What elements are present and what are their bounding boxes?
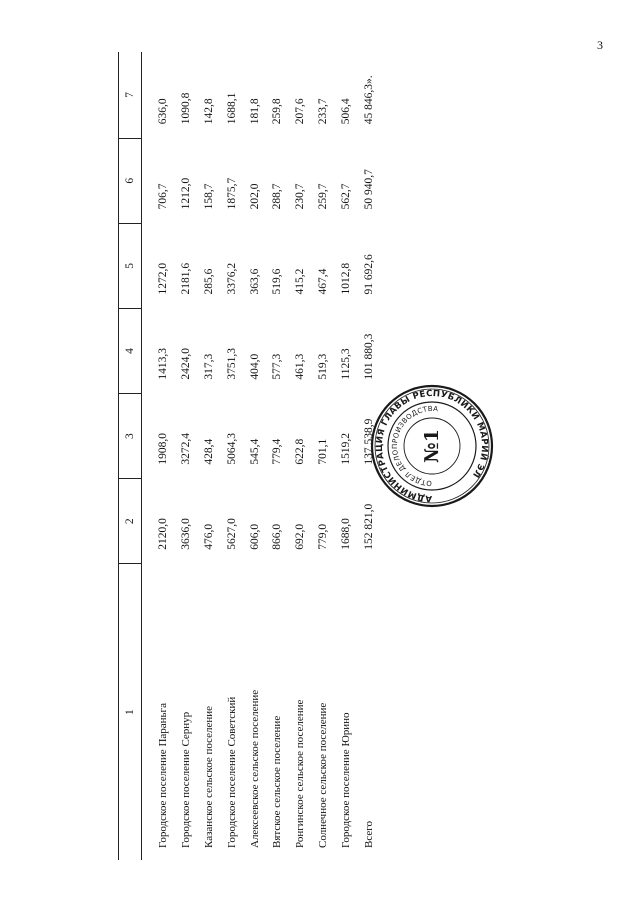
- column-header: 6: [119, 138, 142, 223]
- settlement-name: Алексеевское сельское поселение: [248, 689, 261, 848]
- table-cell-value: 545,4: [248, 438, 261, 465]
- settlement-name: Казанское сельское поселение: [202, 705, 215, 848]
- column-header: 1: [119, 564, 142, 860]
- table-cell-value: 461,3: [294, 353, 307, 380]
- table-cell-value: 506,4: [339, 98, 352, 125]
- column-header: 4: [119, 308, 142, 393]
- settlement-name: Городское поселение Параньга: [157, 703, 170, 848]
- table-cell-value: 1413,3: [157, 347, 170, 380]
- column-header: 2: [119, 479, 142, 564]
- table-cell-value: 701,1: [316, 438, 329, 465]
- table-cell-value: 288,7: [271, 183, 284, 210]
- table-row: [266, 52, 289, 860]
- table-cell-value: 101 880,3: [362, 333, 375, 380]
- seal-inner-text: ОТДЕЛ ДЕЛОПРОИЗВОДСТВА: [390, 404, 439, 488]
- table-cell-value: 233,7: [316, 98, 329, 125]
- settlement-name: Солнечное сельское поселение: [316, 702, 329, 848]
- table-cell-value: 91 692,6: [362, 254, 375, 295]
- seal-outer-text: АДМИНИСТРАЦИЯ ГЛАВЫ РЕСПУБЛИКИ МАРИЙ ЭЛ: [374, 388, 490, 504]
- table-cell-value: 152 821,0: [362, 503, 375, 550]
- table-cell-value: 706,7: [157, 183, 170, 210]
- table-cell-value: 1212,0: [180, 177, 193, 210]
- column-header: 5: [119, 223, 142, 308]
- table-cell-value: 1688,0: [339, 518, 352, 550]
- settlement-name: Ронгинское сельское поселение: [294, 699, 307, 848]
- page-number: 3: [597, 38, 603, 52]
- table-cell-value: 158,7: [202, 183, 215, 210]
- table-cell-value: 1272,0: [157, 262, 170, 295]
- table-cell-value: 1519,2: [339, 433, 352, 465]
- settlement-name: Городское поселение Советский: [225, 696, 238, 848]
- table-row: [175, 52, 198, 860]
- table-cell-value: 3376,2: [225, 262, 238, 295]
- table-cell-value: 779,4: [271, 438, 284, 465]
- table-cell-value: 50 940,7: [362, 169, 375, 210]
- table-cell-value: 636,0: [157, 98, 170, 125]
- table-body: [142, 52, 380, 860]
- table-row: [142, 52, 175, 860]
- table-cell-value: 1012,8: [339, 262, 352, 295]
- table-cell-value: 404,0: [248, 353, 261, 380]
- table-cell-value: 285,6: [202, 268, 215, 295]
- seal-number: №1: [421, 429, 443, 463]
- table-cell-value: 1090,8: [180, 92, 193, 125]
- table-cell-value: 562,7: [339, 183, 352, 210]
- table-cell-value: 137 538,9: [362, 418, 375, 465]
- table-cell-value: 606,0: [248, 523, 261, 550]
- table-cell-value: 577,3: [271, 353, 284, 380]
- table-cell-value: 3272,4: [180, 433, 193, 465]
- settlement-name: Вятское сельское поселение: [271, 715, 284, 848]
- table-cell-value: 519,3: [316, 353, 329, 380]
- table-cell-value: 476,0: [202, 523, 215, 550]
- table-cell-value: 259,7: [316, 183, 329, 210]
- table-cell-value: 5064,3: [225, 433, 238, 465]
- table-cell-value: 779,0: [316, 523, 329, 550]
- table-cell-value: 142,8: [202, 98, 215, 125]
- column-header: 3: [119, 394, 142, 479]
- table-cell-value: 45 846,3».: [362, 75, 375, 125]
- table-cell-value: 259,8: [271, 98, 284, 125]
- table-cell-value: 866,0: [271, 523, 284, 550]
- table-cell-value: 1875,7: [225, 177, 238, 210]
- table-cell-value: 3751,3: [225, 347, 238, 380]
- table-cell-value: 2181,6: [180, 262, 193, 295]
- table-cell-value: 415,2: [294, 268, 307, 295]
- table-cell-value: 692,0: [294, 523, 307, 550]
- table-cell-value: 230,7: [294, 183, 307, 210]
- table-row: [289, 52, 312, 860]
- header-row: [119, 52, 142, 860]
- table-cell-value: 317,3: [202, 353, 215, 380]
- table-cell-value: 1688,1: [225, 92, 238, 125]
- table-cell-value: 1908,0: [157, 433, 170, 465]
- table-cell-value: 5627,0: [225, 518, 238, 550]
- table-cell-value: 363,6: [248, 268, 261, 295]
- data-table: [118, 52, 380, 860]
- table-cell-value: 467,4: [316, 268, 329, 295]
- table-cell-value: 1125,3: [339, 348, 352, 380]
- table-cell-value: 3636,0: [180, 518, 193, 550]
- settlement-name: Всего: [362, 821, 375, 848]
- table-row: [198, 52, 221, 860]
- table-cell-value: 207,6: [294, 98, 307, 125]
- table-cell-value: 2424,0: [180, 347, 193, 380]
- table-cell-value: 202,0: [248, 183, 261, 210]
- table-cell-value: 2120,0: [157, 518, 170, 550]
- table-cell-value: 181,8: [248, 98, 261, 125]
- column-header: 7: [119, 52, 142, 138]
- table-row: [220, 52, 243, 860]
- table-row: [243, 52, 266, 860]
- official-seal: [370, 384, 494, 508]
- table-row: [312, 52, 335, 860]
- table-cell-value: 519,6: [271, 268, 284, 295]
- settlement-name: Городское поселение Юрино: [339, 712, 352, 848]
- settlement-name: Городское поселение Сернур: [180, 711, 193, 848]
- table-cell-value: 622,8: [294, 438, 307, 465]
- rotated-table-container: [118, 52, 375, 860]
- table-row: [334, 52, 357, 860]
- table-cell-value: 428,4: [202, 438, 215, 465]
